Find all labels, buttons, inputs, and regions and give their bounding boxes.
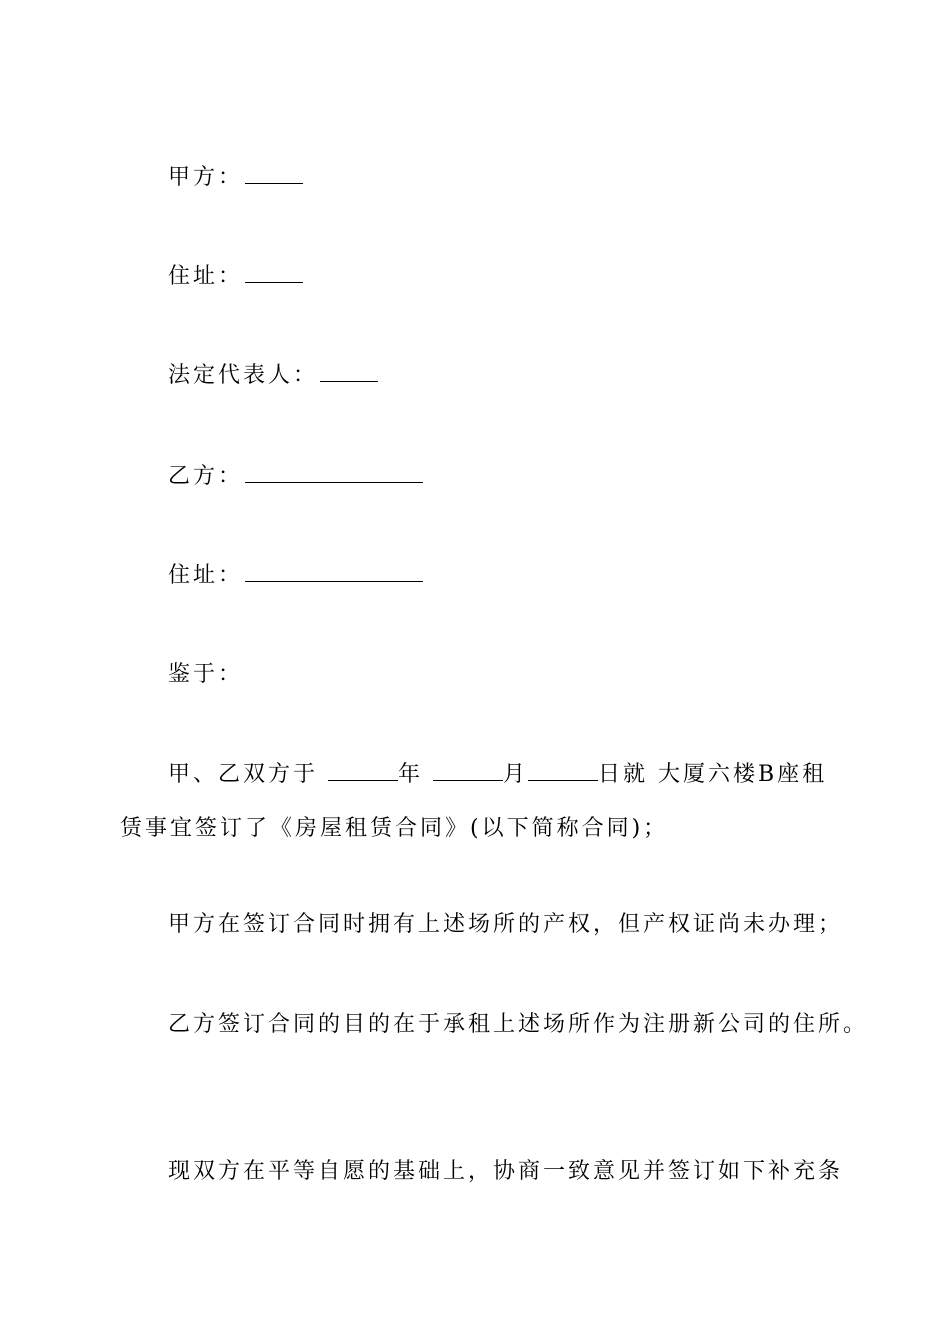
p1-year: 年 (398, 762, 433, 787)
party-a-blank (245, 163, 303, 184)
p1-month: 月 (503, 762, 529, 787)
month-blank (433, 760, 503, 781)
party-b-line (168, 462, 423, 492)
whereas-line (168, 660, 243, 690)
party-a-line (168, 163, 303, 193)
p1-day: 日就 大厦六楼B座租 (598, 762, 828, 787)
p1-part1: 甲、乙双方于 (168, 762, 328, 787)
day-blank (528, 760, 598, 781)
legal-rep-blank (320, 361, 378, 382)
paragraph-4: 现双方在平等自愿的基础上，协商一致意见并签订如下补充条 (168, 1159, 844, 1184)
paragraph-1-line-1 (120, 760, 840, 790)
paragraph-1-line-2: 赁事宜签订了《房屋租赁合同》(以下简称合同)； (120, 816, 669, 841)
party-a-label: 甲方： (168, 165, 244, 190)
address-b-line (168, 561, 423, 591)
address-a-label: 住址： (168, 264, 244, 289)
paragraph-2: 甲方在签订合同时拥有上述场所的产权，但产权证尚未办理； (168, 912, 844, 937)
address-b-blank (245, 561, 423, 582)
address-b-label: 住址： (168, 563, 244, 588)
address-a-blank (245, 262, 303, 283)
whereas-label: 鉴于： (168, 662, 244, 687)
paragraph-3: 乙方签订合同的目的在于承租上述场所作为注册新公司的住所。 (168, 1012, 869, 1037)
party-b-label: 乙方： (168, 464, 244, 489)
party-b-blank (245, 462, 423, 483)
legal-rep-line (168, 361, 378, 391)
address-a-line (168, 262, 303, 292)
year-blank (328, 760, 398, 781)
paragraph-1 (120, 760, 840, 844)
legal-rep-label: 法定代表人： (168, 363, 319, 388)
